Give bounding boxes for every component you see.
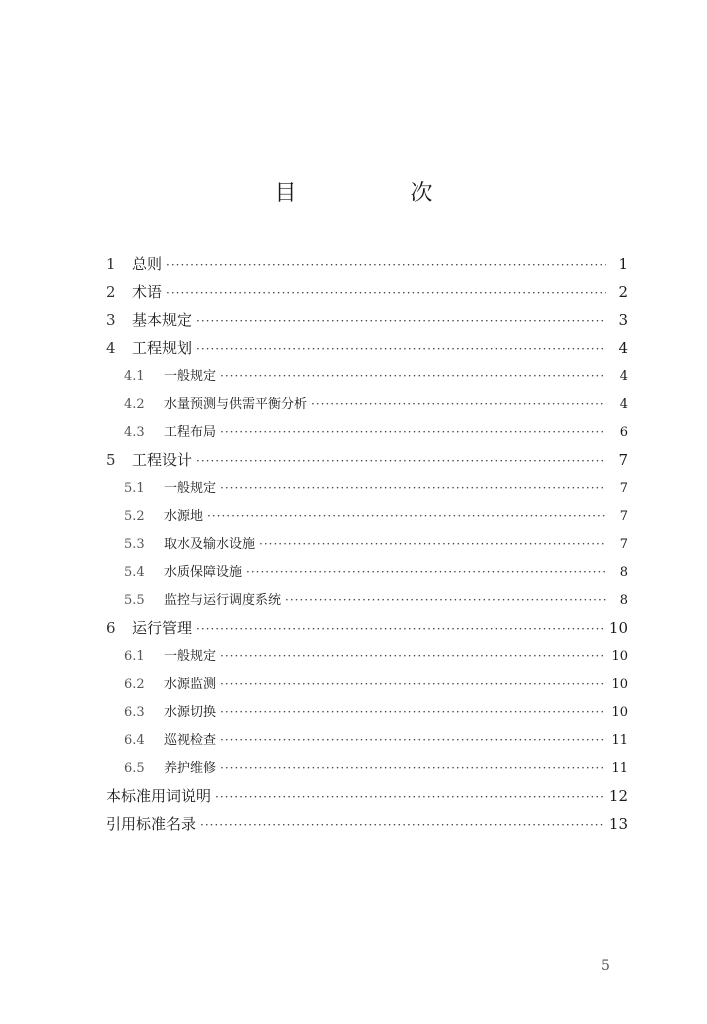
toc-entry-label: 运行管理 — [132, 619, 193, 637]
toc-entry-label: 本标准用词说明 — [106, 787, 212, 805]
toc-entry-page: 1 — [618, 255, 628, 273]
toc-entry-page: 4 — [619, 397, 628, 412]
toc-entry-number: 6.3 — [124, 705, 145, 720]
toc-entry-page: 7 — [619, 509, 628, 524]
toc-entry-number: 4.1 — [124, 369, 145, 384]
toc-entry-label: 引用标准名录 — [106, 815, 197, 833]
toc-entry[interactable] — [106, 558, 628, 586]
toc-entry-page: 13 — [608, 815, 628, 833]
toc-entry[interactable] — [106, 250, 628, 278]
toc-entry-label: 一般规定 — [164, 369, 217, 384]
toc-leader-dots — [220, 474, 606, 502]
toc-entry-number: 6.1 — [124, 649, 145, 664]
toc-entry-label: 工程设计 — [132, 451, 193, 469]
toc-leader-dots — [220, 754, 606, 782]
toc-entry-label: 一般规定 — [164, 481, 217, 496]
toc-entry-label: 监控与运行调度系统 — [164, 593, 282, 608]
toc-entry-label: 工程布局 — [164, 425, 217, 440]
toc-entry-number: 5.3 — [124, 537, 145, 552]
toc-entry[interactable] — [106, 782, 628, 810]
toc-entry[interactable] — [106, 614, 628, 642]
toc-leader-dots — [196, 615, 605, 643]
toc-leader-dots — [259, 530, 606, 558]
toc-entry[interactable] — [106, 586, 628, 614]
page-number: 5 — [601, 958, 610, 974]
toc-entry-label: 工程规划 — [132, 339, 193, 357]
toc-entry-label: 巡视检查 — [164, 733, 217, 748]
toc-entry-label: 总则 — [132, 255, 163, 273]
toc-entry-number: 5.2 — [124, 509, 145, 524]
toc-leader-dots — [215, 783, 605, 811]
toc-entry-number: 3 — [106, 311, 116, 329]
toc-leader-dots — [166, 251, 606, 279]
toc-entry-number: 1 — [106, 255, 116, 273]
toc-entry[interactable] — [106, 502, 628, 530]
toc-entry-number: 4.2 — [124, 397, 145, 412]
toc-entry-number: 5.4 — [124, 565, 145, 580]
toc-leader-dots — [207, 502, 606, 530]
toc-entry-page: 8 — [619, 593, 628, 608]
toc-entry[interactable] — [106, 334, 628, 362]
toc-entry-label: 水源监测 — [164, 677, 217, 692]
toc-leader-dots — [166, 279, 606, 307]
toc-entry[interactable] — [106, 306, 628, 334]
toc-leader-dots — [196, 307, 606, 335]
toc-entry-label: 基本规定 — [132, 311, 193, 329]
toc-entry-number: 5 — [106, 451, 116, 469]
toc-entry[interactable] — [106, 754, 628, 782]
toc-entry-label: 养护维修 — [164, 761, 217, 776]
toc-leader-dots — [220, 698, 606, 726]
toc-entry-page: 11 — [611, 761, 628, 776]
toc-entry-page: 6 — [619, 425, 628, 440]
toc-entry-page: 11 — [611, 733, 628, 748]
toc-entry[interactable] — [106, 810, 628, 838]
toc-leader-dots — [220, 726, 606, 754]
toc-entry[interactable] — [106, 278, 628, 306]
toc-entry-number: 5.5 — [124, 593, 145, 608]
toc-entry-number: 6 — [106, 619, 116, 637]
toc-title: 目 次 — [274, 181, 479, 206]
toc-leader-dots — [220, 362, 606, 390]
toc-leader-dots — [220, 418, 606, 446]
toc-entry-page: 10 — [608, 619, 628, 637]
toc-entry[interactable] — [106, 362, 628, 390]
toc-entry-label: 水量预测与供需平衡分析 — [164, 397, 308, 412]
toc-entry-page: 10 — [611, 705, 628, 720]
toc-entry-page: 10 — [611, 677, 628, 692]
toc-entry-page: 8 — [619, 565, 628, 580]
toc-entry[interactable] — [106, 530, 628, 558]
toc-entry-number: 4.3 — [124, 425, 145, 440]
toc-entry[interactable] — [106, 642, 628, 670]
toc-entry-number: 5.1 — [124, 481, 145, 496]
toc-leader-dots — [246, 558, 606, 586]
toc-entry-number: 6.5 — [124, 761, 145, 776]
toc-entry[interactable] — [106, 670, 628, 698]
toc-leader-dots — [196, 447, 606, 475]
toc-entry-page: 4 — [618, 339, 628, 357]
toc-entry-number: 6.4 — [124, 733, 145, 748]
toc-entry[interactable] — [106, 698, 628, 726]
toc-entry-page: 7 — [619, 537, 628, 552]
toc-leader-dots — [220, 642, 606, 670]
table-of-contents — [106, 250, 628, 838]
toc-entry-page: 12 — [608, 787, 628, 805]
toc-entry-page: 2 — [618, 283, 628, 301]
toc-entry-label: 取水及输水设施 — [164, 537, 256, 552]
toc-entry-label: 术语 — [132, 283, 163, 301]
toc-leader-dots — [311, 390, 606, 418]
toc-leader-dots — [200, 811, 605, 839]
toc-entry-label: 水源地 — [164, 509, 204, 524]
toc-entry-page: 3 — [618, 311, 628, 329]
toc-leader-dots — [285, 586, 606, 614]
toc-entry[interactable] — [106, 390, 628, 418]
toc-entry[interactable] — [106, 474, 628, 502]
toc-entry-page: 7 — [619, 481, 628, 496]
toc-entry-page: 4 — [619, 369, 628, 384]
toc-entry-number: 6.2 — [124, 677, 145, 692]
toc-entry-page: 10 — [611, 649, 628, 664]
toc-leader-dots — [220, 670, 606, 698]
toc-entry-page: 7 — [618, 451, 628, 469]
toc-leader-dots — [196, 335, 606, 363]
toc-entry[interactable] — [106, 726, 628, 754]
toc-entry[interactable] — [106, 418, 628, 446]
toc-entry-label: 水源切换 — [164, 705, 217, 720]
toc-entry-label: 一般规定 — [164, 649, 217, 664]
toc-entry-number: 2 — [106, 283, 116, 301]
toc-entry-label: 水质保障设施 — [164, 565, 243, 580]
toc-entry-number: 4 — [106, 339, 116, 357]
toc-entry[interactable] — [106, 446, 628, 474]
